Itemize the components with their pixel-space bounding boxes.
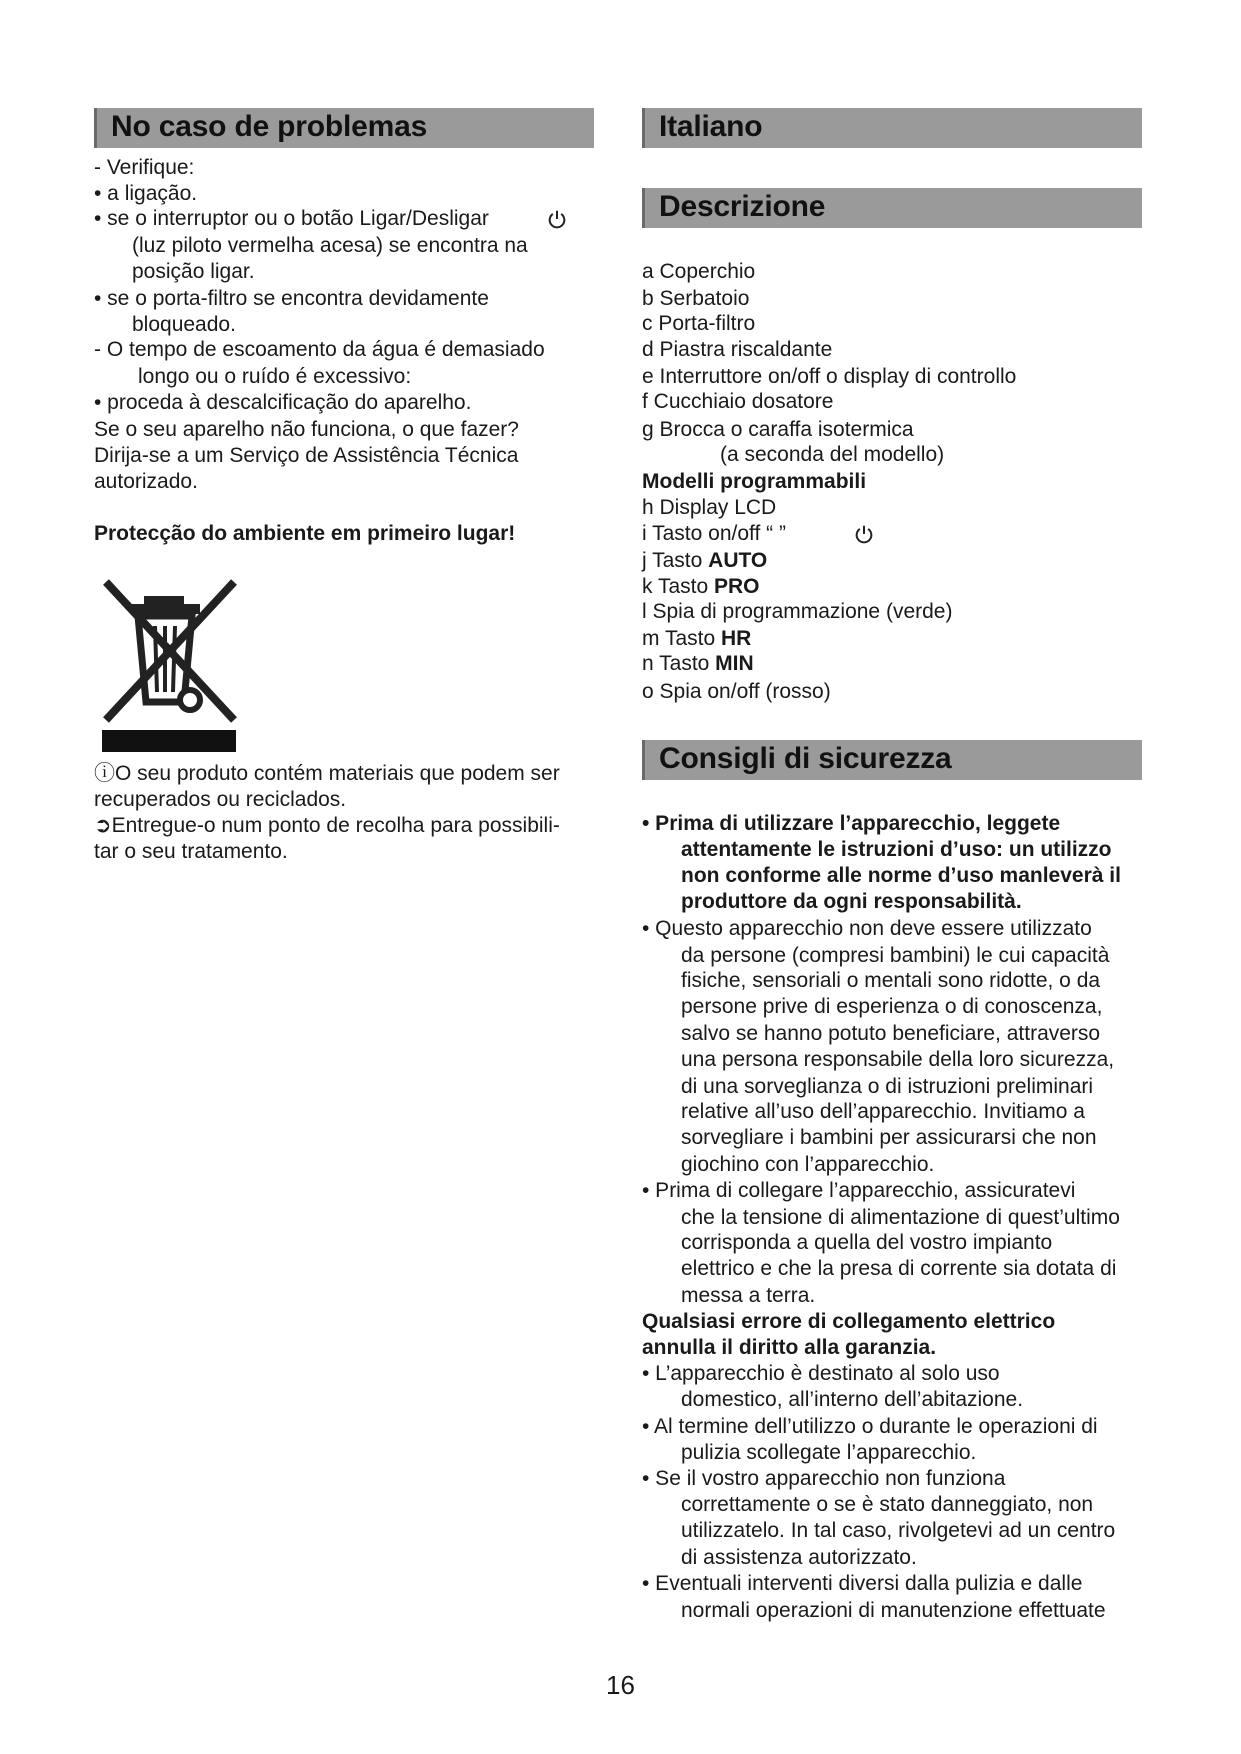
list-item: i Tasto on/off “ ” (642, 522, 786, 545)
list-item: g Brocca o caraffa isotermica (642, 418, 914, 441)
text-line: posição ligar. (132, 260, 255, 283)
list-item: l Spia di programmazione (verde) (642, 600, 953, 623)
text-line: recuperados ou reciclados. (94, 788, 347, 811)
info-icon: ⓘ (94, 762, 115, 785)
list-item: h Display LCD (642, 496, 777, 519)
list-item: a Coperchio (642, 260, 756, 283)
environment-heading: Protecção do ambiente em primeiro lugar! (94, 522, 516, 545)
text-line: autorizado. (94, 470, 198, 493)
text-line: • proceda à descalcificação do aparelho. (94, 391, 472, 414)
page-number: 16 (606, 1670, 635, 1700)
text-line: attentamente le istruzioni d’uso: un utilizzo (681, 838, 1112, 861)
text-line: correttamente o se è stato danneggiato, non (681, 1493, 1094, 1516)
list-item: b Serbatoio (642, 287, 750, 310)
text-line: bloqueado. (132, 313, 236, 336)
text-line: - O tempo de escoamento da água é demasiado (94, 338, 545, 361)
text-line: Dirija-se a um Serviço de Assistência Técnica (94, 444, 519, 467)
section-header-safety: Consigli di sicurezza (642, 740, 1142, 780)
list-item: f Cucchiaio dosatore (642, 390, 834, 413)
text-line: di assistenza autorizzato. (681, 1546, 917, 1569)
text-line: • Prima di collegare l’apparecchio, assicuratevi (642, 1179, 1076, 1202)
text-line: Qualsiasi errore di collegamento elettrico (642, 1310, 1056, 1333)
models-heading: Modelli programmabili (642, 470, 867, 493)
text-line: • a ligação. (94, 182, 198, 205)
text-line: • Eventuali interventi diversi dalla pulizia e dalle (642, 1572, 1083, 1595)
text-line: fisiche, sensoriali o mentali sono ridotte, o da (681, 969, 1101, 992)
text-line: Se o seu aparelho não funciona, o que fazer? (94, 418, 519, 441)
list-item: d Piastra riscaldante (642, 338, 833, 361)
text-line: non conforme alle norme d’uso manleverà il (681, 864, 1121, 887)
list-item: j Tasto AUTO (642, 549, 768, 572)
section-header-problems: No caso de problemas (94, 108, 594, 148)
text-line: pulizia scollegate l’apparecchio. (681, 1441, 977, 1464)
list-item: (a seconda del modello) (720, 443, 945, 466)
text-line: normali operazioni di manutenzione effettuate (681, 1599, 1106, 1622)
list-item: e Interruttore on/off o display di controllo (642, 365, 1017, 388)
text-line: corrisponda a quella del vostro impianto (681, 1231, 1053, 1254)
list-item: o Spia on/off (rosso) (642, 680, 831, 703)
text-line: longo ou o ruído é excessivo: (138, 365, 412, 388)
text-line: produttore da ogni responsabilità. (681, 890, 1022, 913)
text-line: • Al termine dell’utilizzo o durante le operazioni di (642, 1415, 1098, 1438)
text-line: • L’apparecchio è destinato al solo uso (642, 1362, 1000, 1385)
text-line: (luz piloto vermelha acesa) se encontra na (132, 234, 528, 257)
section-header-description: Descrizione (642, 188, 1142, 228)
text-line: salvo se hanno potuto beneficiare, attraverso (681, 1022, 1101, 1045)
text-line: - Verifique: (94, 156, 195, 179)
text-line: • se o interruptor ou o botão Ligar/Desligar (94, 207, 489, 230)
weee-bin-icon (100, 574, 240, 754)
text-line: elettrico e che la presa di corrente sia dotata di (681, 1257, 1117, 1280)
arrow-icon: ➲ (94, 814, 112, 837)
text-line: • Questo apparecchio non deve essere utilizzato (642, 917, 1092, 940)
section-header-language: Italiano (642, 108, 1142, 148)
text-line: relative all’uso dell’apparecchio. Invitiamo a (681, 1100, 1085, 1123)
text-line: domestico, all’interno dell’abitazione. (681, 1388, 1024, 1411)
list-item: c Porta-filtro (642, 312, 756, 335)
text-line: ⓘO seu produto contém materiais que podem ser (94, 762, 560, 785)
text-line: persone prive di esperienza o di conoscenza, (681, 995, 1103, 1018)
text-line: annulla il diritto alla garanzia. (642, 1336, 937, 1359)
power-icon (546, 208, 568, 230)
text-line: • Prima di utilizzare l’apparecchio, leggete (642, 812, 1061, 835)
text-line: tar o seu tratamento. (94, 840, 288, 863)
text-line: ➲Entregue-o num ponto de recolha para possibili- (94, 814, 560, 837)
text-line: che la tensione di alimentazione di quest’ultimo (681, 1206, 1120, 1229)
power-icon (853, 523, 875, 545)
text-line: utilizzatelo. In tal caso, rivolgetevi ad un centro (681, 1519, 1116, 1542)
text-line: di una sorveglianza o di istruzioni preliminari (681, 1075, 1094, 1098)
text-line: giochino con l’apparecchio. (681, 1153, 935, 1176)
list-item: n Tasto MIN (642, 652, 754, 675)
text-line: da persone (compresi bambini) le cui capacità (681, 944, 1110, 967)
list-item: m Tasto HR (642, 627, 752, 650)
text-line: messa a terra. (681, 1284, 816, 1307)
text-line: una persona responsabile della loro sicurezza, (681, 1048, 1115, 1071)
text-line: • Se il vostro apparecchio non funziona (642, 1467, 1006, 1490)
text-line: • se o porta-filtro se encontra devidamente (94, 287, 489, 310)
text-line: sorvegliare i bambini per assicurarsi che non (681, 1126, 1097, 1149)
list-item: k Tasto PRO (642, 575, 760, 598)
